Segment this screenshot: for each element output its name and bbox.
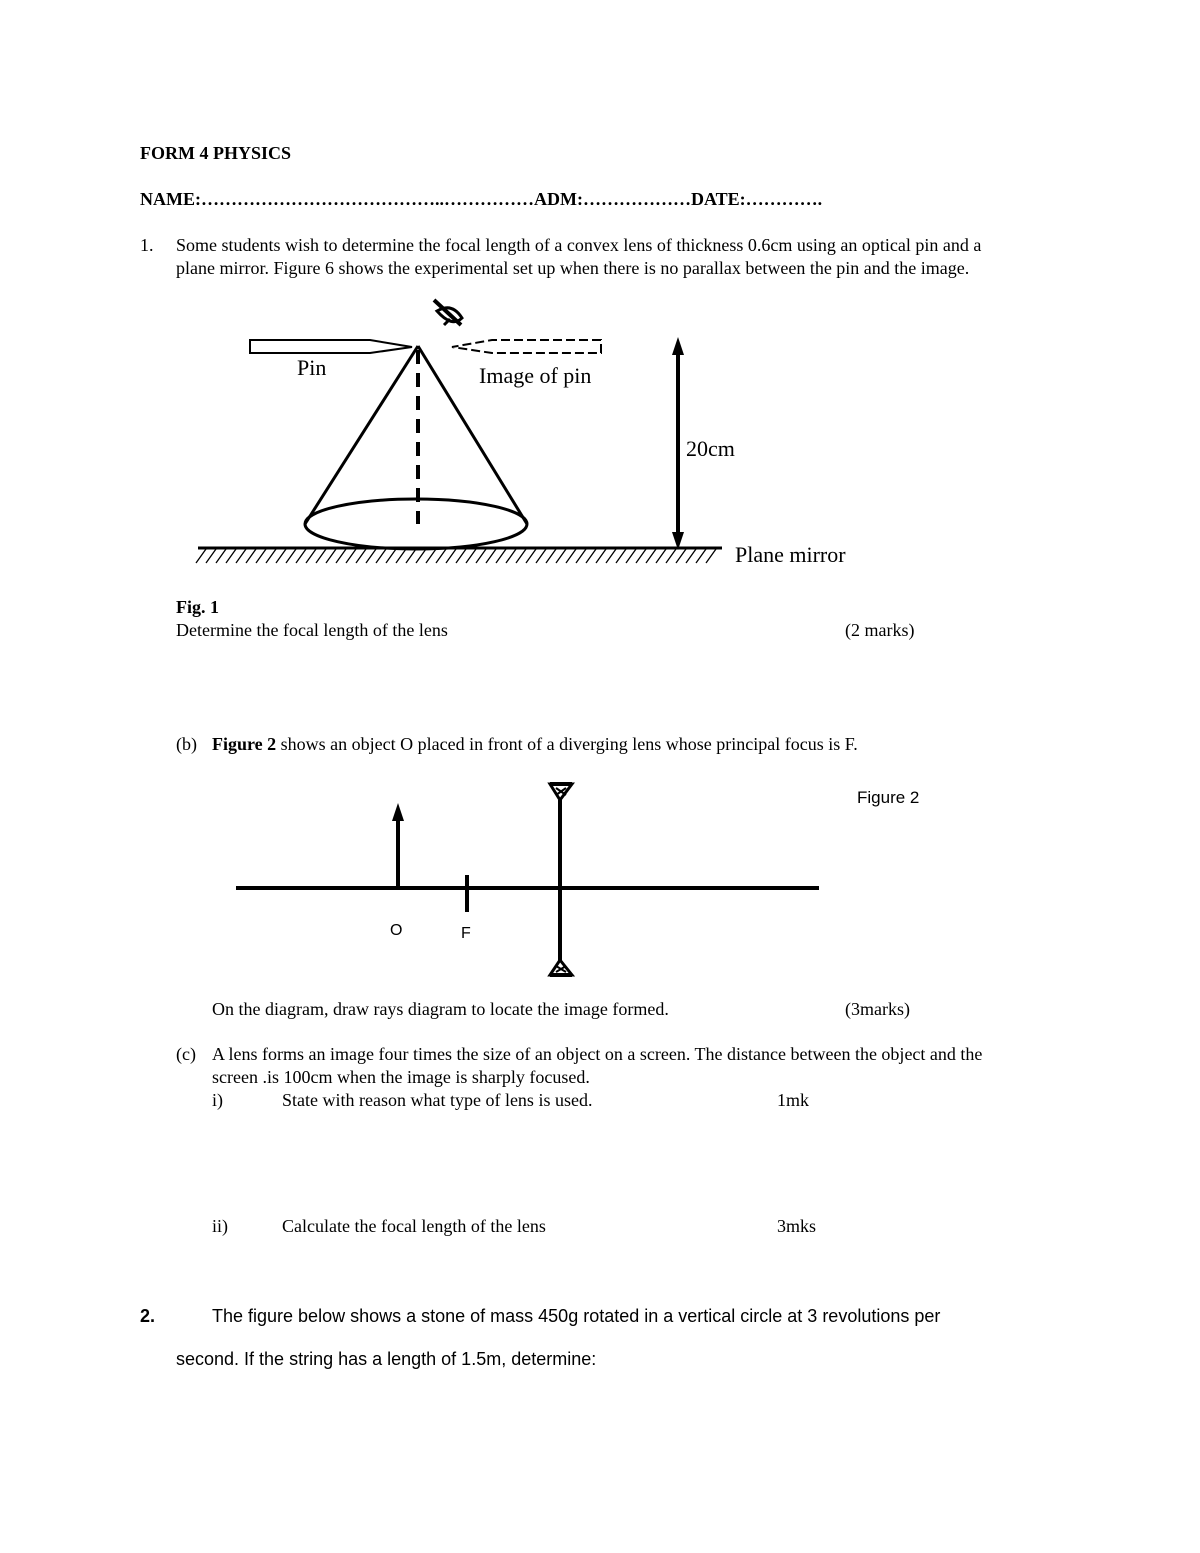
part-c-i-text: State with reason what type of lens is used. [282, 1090, 593, 1110]
diverging-lens [550, 784, 572, 975]
height-label: 20cm [686, 436, 735, 461]
figure-1-caption: Fig. 1 [176, 597, 219, 617]
part-a-text: Determine the focal length of the lens [176, 620, 448, 640]
image-of-pin-label: Image of pin [479, 363, 592, 388]
part-c-ii-label: ii) [212, 1216, 228, 1236]
pin-label: Pin [297, 355, 327, 380]
part-c-line1: A lens forms an image four times the size of an object on a screen. The distance between the object and the [212, 1044, 983, 1064]
part-b-label: (b) [176, 734, 197, 754]
question-2-line2: second. If the string has a length of 1.5m, determine: [176, 1349, 597, 1369]
object-arrow [392, 803, 404, 888]
figure-2-caption: Figure 2 [857, 788, 920, 807]
part-b-figure-ref: Figure 2 [212, 734, 277, 754]
part-c-line2: screen .is 100cm when the image is sharply focused. [212, 1067, 590, 1087]
question-1-intro-line2: plane mirror. Figure 6 shows the experimental set up when there is no parallax between the pin and the image. [176, 258, 970, 278]
question-2-number: 2. [140, 1306, 156, 1326]
focus-label: F [461, 925, 471, 942]
part-c-ii-marks: 3mks [777, 1216, 817, 1236]
part-c-i-marks: 1mk [777, 1090, 810, 1110]
page-title: FORM 4 PHYSICS [140, 143, 292, 163]
part-b-instruction: On the diagram, draw rays diagram to locate the image formed. [212, 999, 669, 1019]
question-1-intro-line1: Some students wish to determine the focal length of a convex lens of thickness 0.6cm using an optical pin and a [176, 235, 982, 255]
object-label: O [390, 922, 403, 939]
part-a-marks: (2 marks) [845, 620, 915, 640]
question-2-line1: The figure below shows a stone of mass 450g rotated in a vertical circle at 3 revolutions per [212, 1306, 941, 1326]
part-c-ii-text: Calculate the focal length of the lens [282, 1216, 546, 1236]
question-1-number: 1. [140, 235, 154, 255]
part-c-label: (c) [176, 1044, 196, 1064]
part-b-marks: (3marks) [845, 999, 910, 1019]
name-adm-date-line: NAME:…………………………………..……………ADM:………………DATE:…………. [140, 189, 823, 209]
part-c-i-label: i) [212, 1090, 223, 1110]
part-b-text: shows an object O placed in front of a diverging lens whose principal focus is F. [276, 734, 858, 754]
plane-mirror-label: Plane mirror [735, 542, 846, 567]
